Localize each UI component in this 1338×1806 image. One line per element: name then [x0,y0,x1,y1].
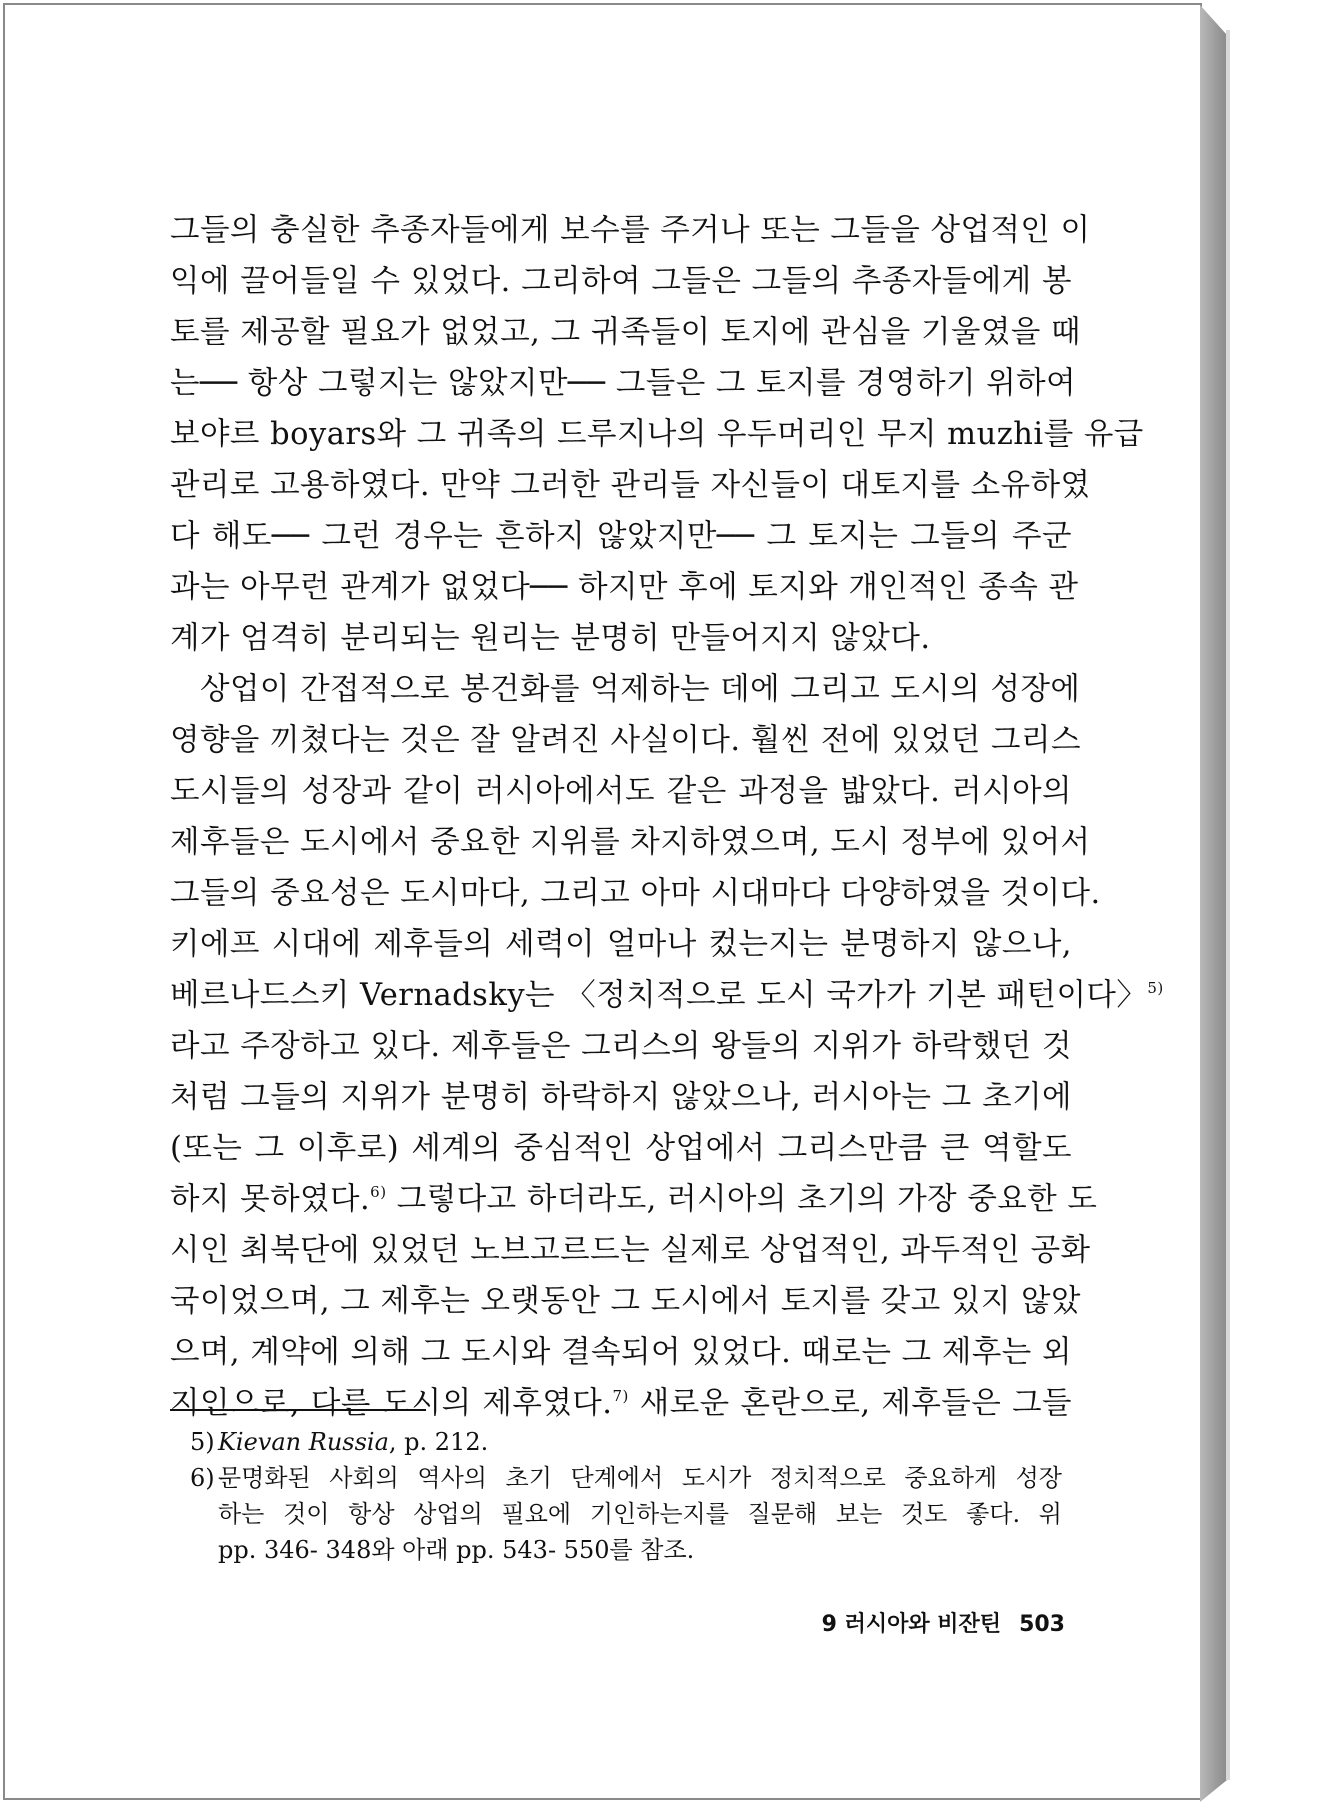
text-line: 그들의 충실한 추종자들에게 보수를 주거나 또는 그들을 상업적인 이 [170,213,1091,248]
text-line: 는── 항상 그렇지는 않았지만── 그들은 그 토지를 경영하기 위하여 [170,366,1077,401]
text-segment: 새로운 혼란으로, 제후들은 그들 [639,1386,1072,1421]
text-line [170,1378,1072,1429]
text-segment: 그렇다고 하더라도, 러시아의 초기의 가장 중요한 도 [396,1182,1098,1217]
text-line [170,1174,1098,1225]
footnote-divider [170,1409,426,1411]
footnote-ref-6[interactable]: 6) [370,1183,387,1201]
text-line: 과는 아무런 관계가 없었다── 하지만 후에 토지와 개인적인 종속 관 [170,570,1079,605]
footnote-5 [190,1424,1062,1460]
text-line: 처럼 그들의 지위가 분명히 하락하지 않았으나, 러시아는 그 초기에 [170,1080,1072,1115]
footnotes [190,1424,1062,1568]
page-shadow [1226,30,1230,1780]
body-text [170,205,1164,1429]
footnote-number: 6) [190,1464,215,1492]
text-line: 그들의 중요성은 도시마다, 그리고 아마 시대마다 다양하였을 것이다. [170,876,1101,911]
text-line: 다 해도── 그런 경우는 흔하지 않았지만── 그 토지는 그들의 주군 [170,519,1072,554]
text-line: 시인 최북단에 있었던 노브고르드는 실제로 상업적인, 과두적인 공화 [170,1233,1091,1268]
footnote-6-line: 하는 것이 항상 상업의 필요에 기인하는지를 질문해 보는 것도 좋다. 위 [218,1500,1062,1528]
text-line: 으며, 계약에 의해 그 도시와 결속되어 있었다. 때로는 그 제후는 외 [170,1335,1072,1370]
text-line: 국이었으며, 그 제후는 오랫동안 그 도시에서 토지를 갖고 있지 않았 [170,1284,1081,1319]
text-line: 보야르 boyars와 그 귀족의 드루지나의 우두머리인 무지 muzhi를 유급 [170,417,1144,452]
footnote-ref-5[interactable]: 5) [1147,979,1164,997]
text-line: 계가 엄격히 분리되는 원리는 분명히 만들어지지 않았다. [170,621,931,656]
footnote-text: 문명화된 사회의 역사의 초기 단계에서 도시가 정치적으로 중요하게 성장 [218,1464,1062,1492]
footnote-text: , p. 212. [388,1428,489,1456]
text-line: 관리로 고용하였다. 만약 그러한 관리들 자신들이 대토지를 소유하였 [170,468,1091,503]
text-segment: 베르나드스키 Vernadsky는 〈정치적으로 도시 국가가 기본 패턴이다〉 [170,978,1148,1013]
text-line: 도시들의 성장과 같이 러시아에서도 같은 과정을 밟았다. 러시아의 [170,774,1072,809]
text-line: 제후들은 도시에서 중요한 지위를 차지하였으며, 도시 정부에 있어서 [170,825,1091,860]
text-line: 키에프 시대에 제후들의 세력이 얼마나 컸는지는 분명하지 않으나, [170,927,1072,962]
text-line: (또는 그 이후로) 세계의 중심적인 상업에서 그리스만큼 큰 역할도 [170,1131,1072,1166]
text-line [170,970,1164,1021]
page-number: 503 [1019,1612,1065,1637]
chapter-title: 9 러시아와 비잔틴 [821,1612,1002,1637]
footnote-6-line: pp. 346- 348와 아래 pp. 543- 550를 참조. [218,1536,695,1564]
footnote-6 [190,1460,1062,1496]
text-line: 영향을 끼쳤다는 것은 잘 알려진 사실이다. 훨씬 전에 있었던 그리스 [170,723,1081,758]
footnote-number: 5) [190,1428,215,1456]
text-line: 익에 끌어들일 수 있었다. 그리하여 그들은 그들의 추종자들에게 봉 [170,264,1072,299]
running-footer [822,1610,1065,1640]
page-stack-edge [1200,5,1227,1802]
text-segment: 하지 못하였다. [170,1182,371,1217]
footnote-ref-7[interactable]: 7) [612,1387,629,1405]
text-line: 라고 주장하고 있다. 제후들은 그리스의 왕들의 지위가 하락했던 것 [170,1029,1072,1064]
paragraph-first-line: 상업이 간접적으로 봉건화를 억제하는 데에 그리고 도시의 성장에 [200,672,1081,707]
text-segment: 지인으로, 다른 도시의 제후였다. [170,1386,613,1421]
footnote-source-title: Kievan Russia [218,1428,389,1456]
text-line: 토를 제공할 필요가 없었고, 그 귀족들이 토지에 관심을 기울였을 때 [170,315,1081,350]
